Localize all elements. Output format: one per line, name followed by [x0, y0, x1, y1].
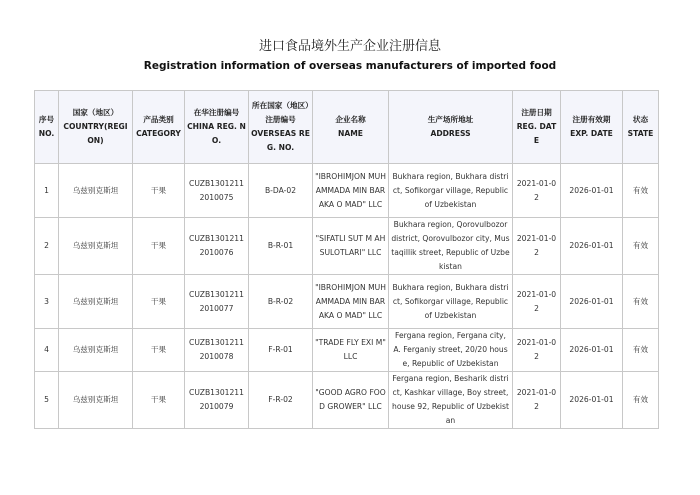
cell-name: "IBROHIMJON MUHAMMADA MIN BARAKA O MAD" LLC — [313, 164, 389, 218]
table-row — [35, 372, 659, 429]
cell-country: 乌兹别克斯坦 — [59, 164, 133, 218]
cell-name: "SIFATLI SUT M AHSULOTLARI" LLC — [313, 218, 389, 275]
cell-reg-date: 2021-01-02 — [513, 218, 561, 275]
cell-state: 有效 — [623, 372, 659, 429]
cell-no: 5 — [35, 372, 59, 429]
cell-country: 乌兹别克斯坦 — [59, 329, 133, 372]
cell-reg-date: 2021-01-02 — [513, 164, 561, 218]
cell-state: 有效 — [623, 164, 659, 218]
header-exp-date: 注册有效期 EXP. DATE — [561, 91, 623, 164]
cell-state: 有效 — [623, 275, 659, 329]
cell-no: 4 — [35, 329, 59, 372]
header-no: 序号 NO. — [35, 91, 59, 164]
table-row — [35, 164, 659, 218]
cell-name: "IBROHIMJON MUHAMMADA MIN BARAKA O MAD" LLC — [313, 275, 389, 329]
cell-china-reg: CUZB13012112010077 — [185, 275, 249, 329]
cell-china-reg: CUZB13012112010075 — [185, 164, 249, 218]
table-row — [35, 275, 659, 329]
cell-reg-date: 2021-01-02 — [513, 275, 561, 329]
cell-country: 乌兹别克斯坦 — [59, 218, 133, 275]
cell-category: 干果 — [133, 218, 185, 275]
cell-reg-date: 2021-01-02 — [513, 329, 561, 372]
page-title-en: Registration information of overseas manufacturers of imported food — [143, 60, 557, 72]
registration-table — [34, 90, 659, 429]
header-reg-date: 注册日期 REG. DATE — [513, 91, 561, 164]
cell-address: Fergana region, Besharik district, Kashkar village, Boy street, house 92, Republic of Uzbekistan — [389, 372, 513, 429]
cell-overseas-reg: B-R-02 — [249, 275, 313, 329]
cell-country: 乌兹别克斯坦 — [59, 275, 133, 329]
cell-country: 乌兹别克斯坦 — [59, 372, 133, 429]
cell-reg-date: 2021-01-02 — [513, 372, 561, 429]
cell-no: 1 — [35, 164, 59, 218]
cell-china-reg: CUZB13012112010079 — [185, 372, 249, 429]
header-category: 产品类别 CATEGORY — [133, 91, 185, 164]
table-row — [35, 329, 659, 372]
table-header-row — [35, 91, 659, 164]
cell-overseas-reg: F-R-02 — [249, 372, 313, 429]
cell-address: Fergana region, Fergana city, A. Ferganiy street, 20/20 house, Republic of Uzbekistan — [389, 329, 513, 372]
cell-state: 有效 — [623, 329, 659, 372]
header-address: 生产场所地址 ADDRESS — [389, 91, 513, 164]
header-overseas-reg: 所在国家（地区）注册编号 OVERSEAS REG. NO. — [249, 91, 313, 164]
cell-exp-date: 2026-01-01 — [561, 218, 623, 275]
cell-category: 干果 — [133, 275, 185, 329]
header-state: 状态 STATE — [623, 91, 659, 164]
cell-state: 有效 — [623, 218, 659, 275]
table-row — [35, 218, 659, 275]
cell-category: 干果 — [133, 372, 185, 429]
header-country: 国家（地区） COUNTRY(REGION) — [59, 91, 133, 164]
cell-china-reg: CUZB13012112010076 — [185, 218, 249, 275]
cell-exp-date: 2026-01-01 — [561, 164, 623, 218]
cell-address: Bukhara region, Bukhara district, Sofikorgar village, Republic of Uzbekistan — [389, 164, 513, 218]
header-name: 企业名称 NAME — [313, 91, 389, 164]
cell-overseas-reg: B-DA-02 — [249, 164, 313, 218]
cell-overseas-reg: B-R-01 — [249, 218, 313, 275]
cell-overseas-reg: F-R-01 — [249, 329, 313, 372]
cell-name: "GOOD AGRO FOOD GROWER" LLC — [313, 372, 389, 429]
cell-no: 3 — [35, 275, 59, 329]
cell-china-reg: CUZB13012112010078 — [185, 329, 249, 372]
cell-address: Bukhara region, Qorovulbozor district, Qorovulbozor city, Mustaqillik street, Republic of Uzbekistan — [389, 218, 513, 275]
cell-name: "TRADE FLY EXI M" LLC — [313, 329, 389, 372]
cell-exp-date: 2026-01-01 — [561, 329, 623, 372]
cell-exp-date: 2026-01-01 — [561, 372, 623, 429]
cell-address: Bukhara region, Bukhara district, Sofikorgar village, Republic of Uzbekistan — [389, 275, 513, 329]
cell-no: 2 — [35, 218, 59, 275]
cell-category: 干果 — [133, 164, 185, 218]
header-china-reg: 在华注册编号 CHINA REG. NO. — [185, 91, 249, 164]
cell-category: 干果 — [133, 329, 185, 372]
cell-exp-date: 2026-01-01 — [561, 275, 623, 329]
page-title-cn: 进口食品境外生产企业注册信息 — [258, 39, 441, 54]
